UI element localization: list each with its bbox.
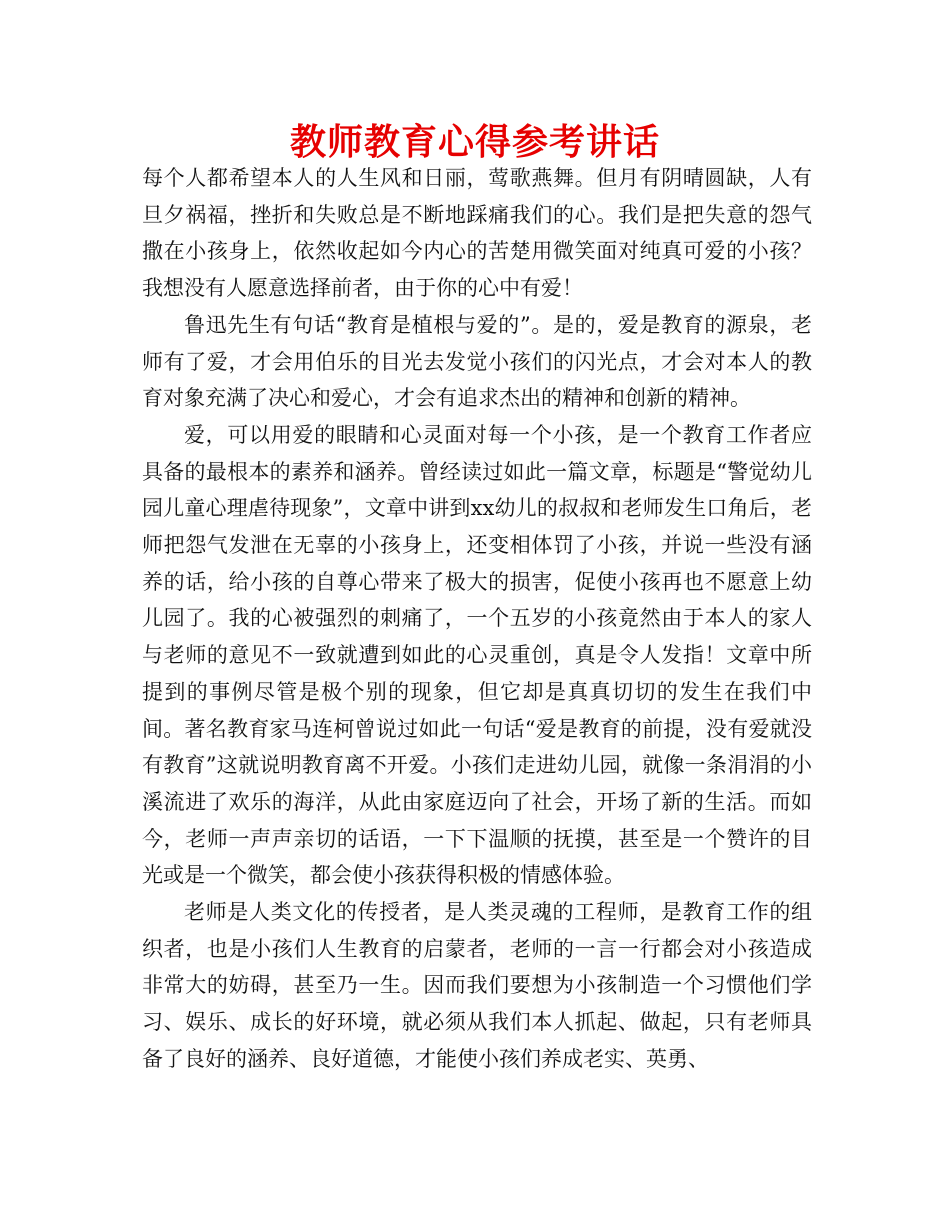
paragraph-4: 老师是人类文化的传授者，是人类灵魂的工程师，是教育工作的组织者，也是小孩们人生教育的启蒙者，老师的一言一行都会对小孩造成非常大的妨碍，甚至乃一生。因而我们要想为小孩制造一个习惯他们学习、娱乐、成长的好环境，就必须从我们本人抓起、做起，只有老师具备了良好的涵养、良好道德，才能使小孩们养成老实、英勇、 bbox=[142, 900, 812, 1071]
paragraph-1: 每个人都希望本人的人生风和日丽，莺歌燕舞。但月有阴晴圆缺，人有旦夕祸福，挫折和失败总是不断地踩痛我们的心。我们是把失意的怨气撒在小孩身上，依然收起如今内心的苦楚用微笑面对纯真可爱的小孩？我想没有人愿意选择前者，由于你的心中有爱！ bbox=[142, 166, 812, 301]
paragraph-3: 爱，可以用爱的眼睛和心灵面对每一个小孩，是一个教育工作者应具备的最根本的素养和涵养。曾经读过如此一篇文章，标题是“警觉幼儿园儿童心理虐待现象”，文章中讲到xx幼儿的叔叔和老师发生口角后，老师把怨气发泄在无辜的小孩身上，还变相体罚了小孩，并说一些没有涵养的话，给小孩的自尊心带来了极大的损害，促使小孩再也不愿意上幼儿园了。我的心被强烈的刺痛了，一个五岁的小孩竟然由于本人的家人与老师的意见不一致就遭到如此的心灵重创，真是令人发指！文章中所提到的事例尽管是极个别的现象，但它却是真真切切的发生在我们中间。著名教育家马连柯曾说过如此一句话“爱是教育的前提，没有爱就没有教育”这就说明教育离不开爱。小孩们走进幼儿园，就像一条涓涓的小溪流进了欢乐的海洋，从此由家庭迈向了社会，开场了新的生活。而如今，老师一声声亲切的话语，一下下温顺的抚摸，甚至是一个赞许的目光或是一个微笑，都会使小孩获得积极的情感体验。 bbox=[142, 422, 812, 888]
document-title: 教师教育心得参考讲话 bbox=[289, 122, 660, 163]
document-body bbox=[142, 160, 812, 1078]
paragraph-2: 鲁迅先生有句话“教育是植根与爱的”。是的，爱是教育的源泉，老师有了爱，才会用伯乐的目光去发觉小孩们的闪光点，才会对本人的教育对象充满了决心和爱心，才会有追求杰出的精神和创新的精神。 bbox=[142, 312, 812, 411]
